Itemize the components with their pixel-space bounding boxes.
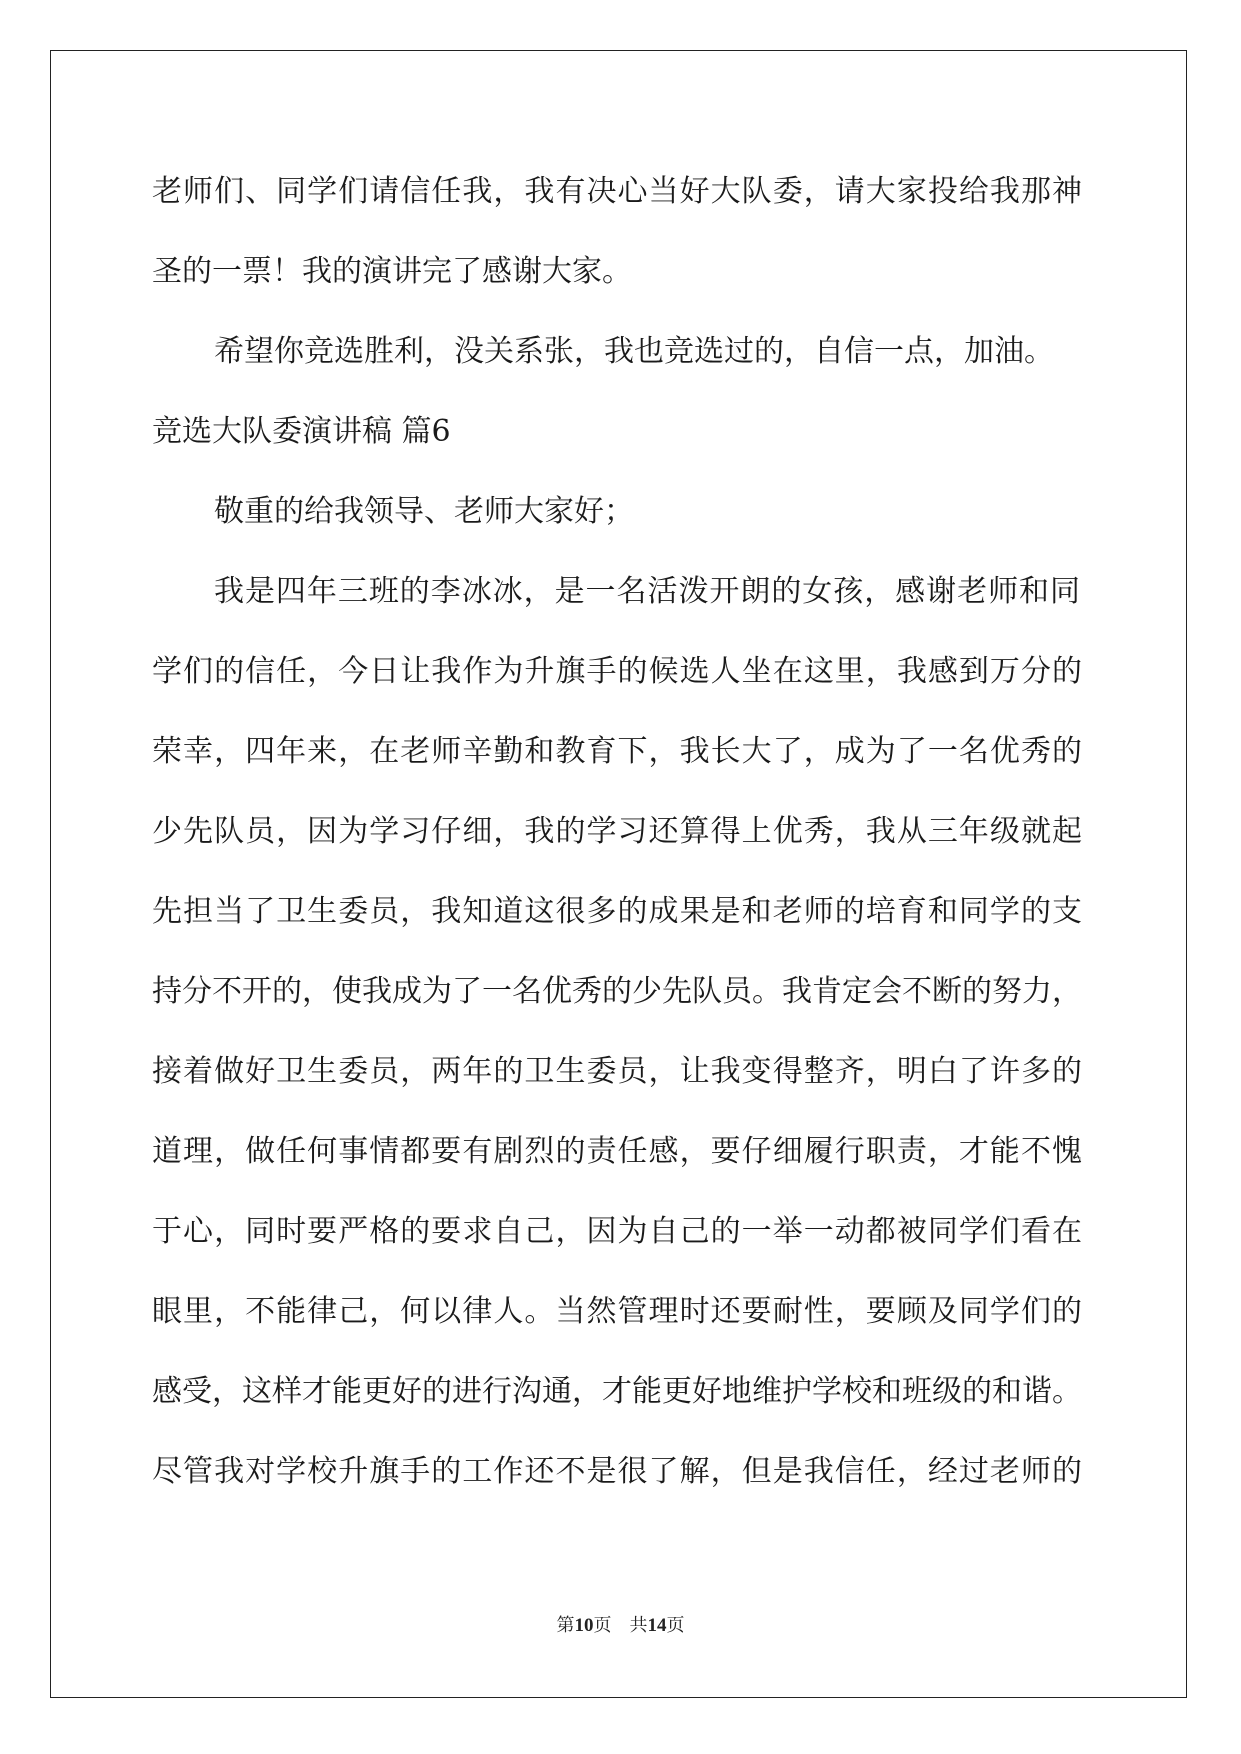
text-line: 尽管我对学校升旗手的工作还不是很了解，但是我信任，经过老师的	[152, 1454, 1082, 1489]
text-line: 希望你竞选胜利，没关系张，我也竞选过的，自信一点，加油。	[214, 334, 1054, 369]
section-heading: 竞选大队委演讲稿 篇6	[152, 414, 451, 449]
text-line: 眼里，不能律己，何以律人。当然管理时还要耐性，要顾及同学们的	[152, 1294, 1082, 1329]
text-line: 道理，做任何事情都要有剧烈的责任感，要仔细履行职责，才能不愧	[152, 1134, 1082, 1169]
text-line: 感受，这样才能更好的进行沟通，才能更好地维护学校和班级的和谐。	[152, 1374, 1082, 1409]
text-line: 荣幸，四年来，在老师辛勤和教育下，我长大了，成为了一名优秀的	[152, 734, 1082, 769]
page-label-suffix: 页	[666, 1615, 685, 1636]
text-line: 老师们、同学们请信任我，我有决心当好大队委，请大家投给我那神	[152, 174, 1082, 209]
text-line: 少先队员，因为学习仔细，我的学习还算得上优秀，我从三年级就起	[152, 814, 1082, 849]
text-line: 敬重的给我领导、老师大家好；	[214, 494, 634, 529]
page-footer	[0, 1614, 1241, 1638]
page-label-prefix: 第	[556, 1615, 575, 1636]
page-label-mid: 页 共	[593, 1615, 648, 1636]
text-line: 我是四年三班的李冰冰，是一名活泼开朗的女孩，感谢老师和同	[214, 574, 1080, 609]
text-line: 持分不开的，使我成为了一名优秀的少先队员。我肯定会不断的努力，	[152, 974, 1082, 1009]
text-line: 学们的信任，今日让我作为升旗手的候选人坐在这里，我感到万分的	[152, 654, 1082, 689]
total-page-number: 14	[647, 1615, 667, 1636]
text-line: 圣的一票！我的演讲完了感谢大家。	[152, 254, 632, 289]
text-line: 先担当了卫生委员，我知道这很多的成果是和老师的培育和同学的支	[152, 894, 1082, 929]
current-page-number: 10	[574, 1615, 594, 1636]
page-border	[50, 50, 1187, 1698]
text-line: 于心，同时要严格的要求自己，因为自己的一举一动都被同学们看在	[152, 1214, 1082, 1249]
text-line: 接着做好卫生委员，两年的卫生委员，让我变得整齐，明白了许多的	[152, 1054, 1082, 1089]
